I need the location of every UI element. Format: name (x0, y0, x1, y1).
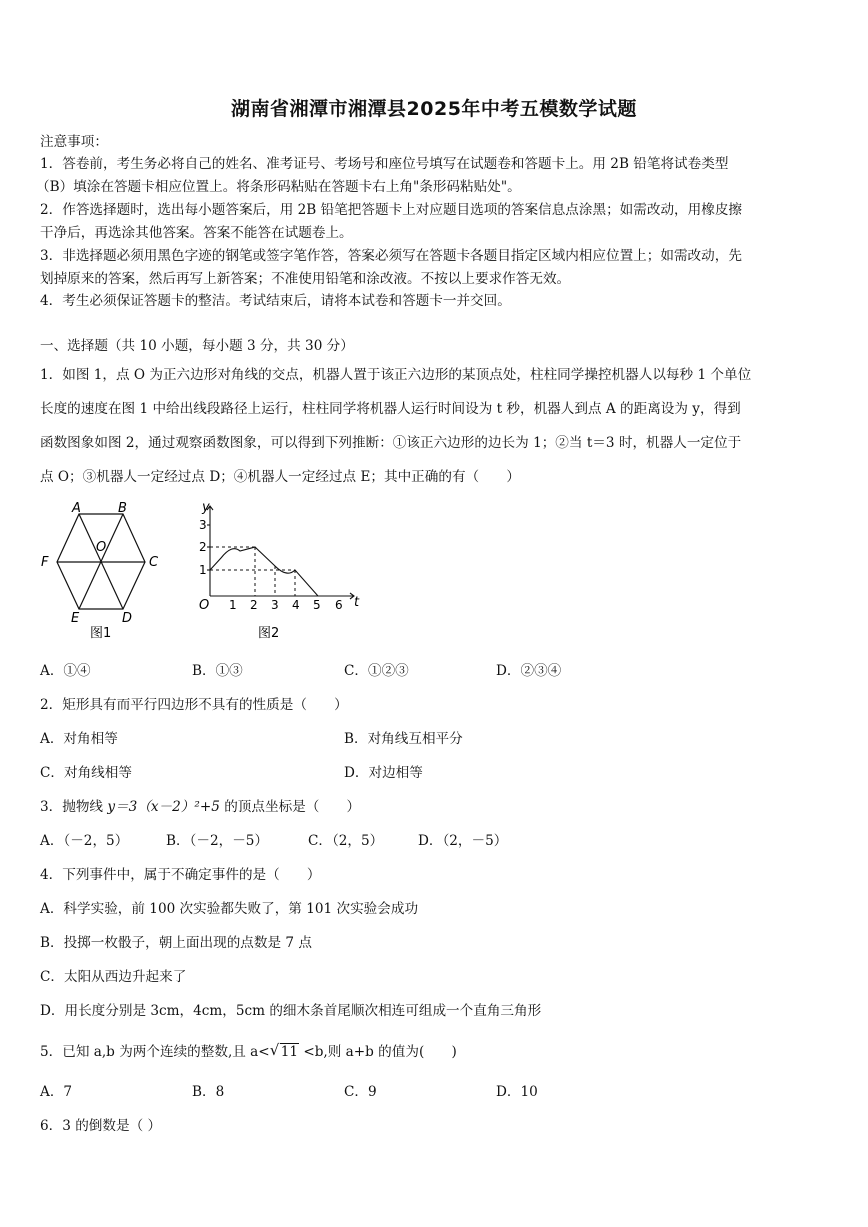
vertex-label-c: C (149, 555, 159, 570)
q5-option-b[interactable]: B．8 (192, 1084, 225, 1100)
x-axis-label: t (354, 595, 360, 610)
notice-line: （B）填涂在答题卡相应位置上。将条形码粘贴在答题卡右上角"条形码粘贴处"。 (36, 179, 521, 195)
page-title: 湖南省湘潭市湘潭县2025年中考五模数学试题 (231, 98, 637, 120)
origin-label: O (199, 598, 210, 613)
q3-stem-post: 的顶点坐标是（ ） (219, 799, 361, 815)
y-tick-label: 2 (199, 540, 207, 554)
q5-stem (40, 1043, 457, 1061)
notice-line: 干净后，再选涂其他答案。答案不能答在试题卷上。 (40, 225, 353, 241)
notice-line: 2．作答选择题时，选出每小题答案后，用 2B 铅笔把答题卡上对应题目选项的答案信息点涂黑；如需改动，用橡皮擦 (40, 202, 743, 218)
q1-option-b[interactable]: B．①③ (192, 663, 243, 679)
vertex-label-a: A (72, 501, 81, 516)
q3-option-d[interactable]: D．（2，－5） (418, 833, 508, 849)
q1-option-c[interactable]: C．①②③ (344, 663, 409, 679)
notice-line: 4．考生必须保证答题卡的整洁。考试结束后，请将本试卷和答题卡一并交回。 (40, 293, 511, 309)
q2-stem: 2．矩形具有而平行四边形不具有的性质是（ ） (40, 697, 348, 713)
q3-option-b[interactable]: B．（－2，－5） (166, 833, 269, 849)
q4-option-a[interactable]: A．科学实验，前 100 次实验都失败了，第 101 次实验会成功 (40, 901, 419, 917)
q1-line: 函数图象如图 2，通过观察函数图象，可以得到下列推断：①该正六边形的边长为 1；②当 t＝3 时，机器人一定位于 (40, 435, 742, 451)
x-tick-label: 2 (250, 598, 258, 612)
x-tick-label: 3 (271, 598, 279, 612)
q5-stem-pre: 5．已知 a,b 为两个连续的整数,且 a< (40, 1044, 270, 1060)
notice-heading: 注意事项： (40, 134, 108, 150)
x-tick-label: 6 (335, 598, 343, 612)
q5-option-a[interactable]: A．7 (40, 1084, 73, 1100)
q6-stem: 6．3 的倒数是（ ） (40, 1118, 162, 1134)
vertex-label-b: B (118, 501, 127, 516)
q1-option-a[interactable]: A．①④ (40, 663, 91, 679)
notice-line: 划掉原来的答案，然后再写上新答案；不准使用铅笔和涂改液。不按以上要求作答无效。 (40, 271, 571, 287)
y-tick-label: 1 (199, 563, 207, 577)
q3-option-a[interactable]: A．（－2，5） (40, 833, 129, 849)
y-tick-label: 3 (199, 518, 207, 532)
q5-radicand: 11 (280, 1044, 298, 1060)
q3-stem (40, 798, 360, 816)
x-tick-label: 4 (292, 598, 300, 612)
section-heading: 一、选择题（共 10 小题，每小题 3 分，共 30 分） (40, 338, 354, 354)
q1-line: 点 O；③机器人一定经过点 D；④机器人一定经过点 E；其中正确的有（ ） (40, 469, 520, 485)
q2-option-b[interactable]: B．对角线互相平分 (344, 731, 463, 747)
figure-2-graph (194, 496, 364, 644)
figure-1-caption: 图1 (90, 626, 112, 641)
x-tick-label: 1 (229, 598, 237, 612)
q3-stem-pre: 3．抛物线 (40, 799, 108, 815)
q4-stem: 4．下列事件中，属于不确定事件的是（ ） (40, 867, 321, 883)
vertex-label-e: E (71, 611, 80, 626)
q3-option-c[interactable]: C．（2，5） (308, 833, 384, 849)
q4-option-b[interactable]: B．投掷一枚骰子，朝上面出现的点数是 7 点 (40, 935, 312, 951)
q4-option-d[interactable]: D．用长度分别是 3cm，4cm，5cm 的细木条首尾顺次相连可组成一个直角三角形 (40, 1003, 542, 1019)
figure-1-hexagon (36, 496, 176, 644)
q5-stem-post: <b,则 a+b 的值为( ) (299, 1044, 457, 1060)
sqrt-symbol: √ 11 (269, 1041, 298, 1060)
x-tick-label: 5 (313, 598, 321, 612)
q2-option-c[interactable]: C．对角线相等 (40, 765, 132, 781)
notice-line: 3．非选择题必须用黑色字迹的钢笔或签字笔作答，答案必须写在答题卡各题目指定区域内相应位置上；如需改动，先 (40, 248, 742, 264)
y-axis-label: y (202, 500, 210, 515)
q2-option-d[interactable]: D．对边相等 (344, 765, 423, 781)
figure-2-caption: 图2 (258, 626, 280, 641)
center-label-o: O (96, 540, 107, 555)
q5-option-d[interactable]: D．10 (496, 1084, 538, 1100)
q2-option-a[interactable]: A．对角相等 (40, 731, 118, 747)
q5-option-c[interactable]: C．9 (344, 1084, 377, 1100)
q1-line: 长度的速度在图 1 中给出线段路径上运行，柱柱同学将机器人运行时间设为 t 秒，机器人到点 A 的距离设为 y，得到 (40, 401, 741, 417)
notice-line: 1．答卷前，考生务必将自己的姓名、准考证号、考场号和座位号填写在试题卷和答题卡上。用 2B 铅笔将试卷类型 (40, 156, 729, 172)
vertex-label-d: D (122, 611, 133, 626)
q3-math: y＝3（x－2）²+5 (107, 799, 220, 815)
q4-option-c[interactable]: C．太阳从西边升起来了 (40, 969, 187, 985)
q1-option-d[interactable]: D．②③④ (496, 663, 562, 679)
vertex-label-f: F (41, 555, 49, 570)
q1-line: 1．如图 1，点 O 为正六边形对角线的交点，机器人置于该正六边形的某顶点处，柱柱同学操控机器人以每秒 1 个单位 (40, 367, 752, 383)
